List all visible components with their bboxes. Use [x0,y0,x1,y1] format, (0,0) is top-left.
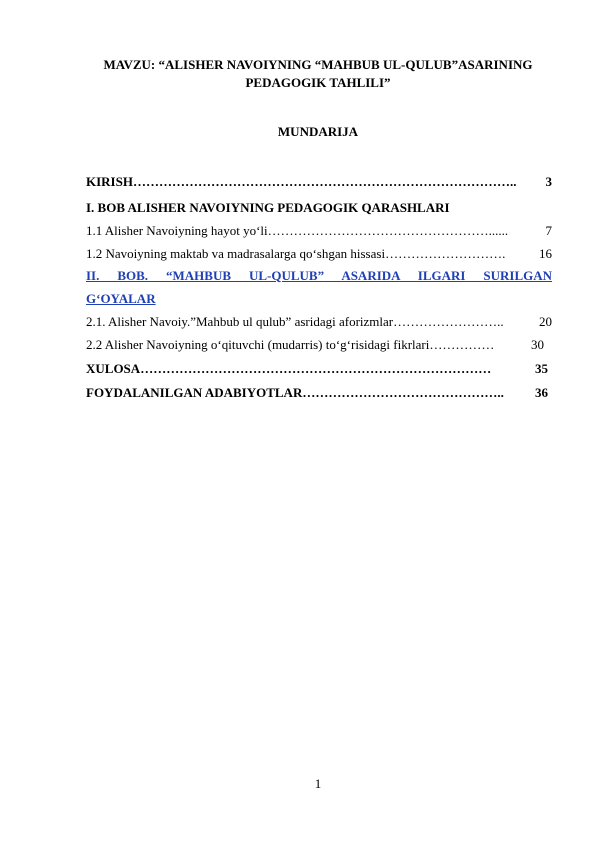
title-line-2: PEDAGOGIK TAHLILI” [245,75,391,90]
chapter-2-word: SURILGAN [483,268,553,283]
toc-leader-dots: …………………………………………………………………………….. [132,174,517,189]
contents-heading: MUNDARIJA [277,124,359,139]
toc-entry-label: XULOSA [86,361,141,376]
chapter-2-word: UL-QULUB” [248,268,325,283]
toc-entry-label: 1.1 Alisher Navoiyning hayot yo‘li [86,223,268,238]
toc-entry-label: 1.2 Navoiyning maktab va madrasalarga qo‘shgan hissasi [86,246,386,261]
chapter-2-word: ILGARI [417,268,466,283]
chapter-2-word: BOB. [117,268,149,283]
toc-entry-2-1[interactable] [86,314,552,330]
toc-leader-dots: …………………….. [393,314,504,329]
toc-chapter-1[interactable] [86,200,552,216]
title-line-1: MAVZU: “ALISHER NAVOIYNING “MAHBUB UL-QULUB”ASARINING [103,57,533,72]
toc-entry-label: I. BOB ALISHER NAVOIYNING PEDAGOGIK QARASHLARI [86,200,450,215]
toc-entry-xulosa[interactable] [86,361,548,377]
toc-entry-label: 2.1. Alisher Navoiy.”Mahbub ul qulub” asridagi aforizmlar [86,314,394,329]
toc-leader-dots: …………… [429,337,495,352]
toc-page-number: 30 [531,337,544,352]
toc-entry-label: 2.2 Alisher Navoiyning o‘qituvchi (mudarris) to‘g‘risidagi fikrlari [86,337,430,352]
toc-entry-1-2[interactable] [86,246,552,262]
toc-chapter-2-link-line-2[interactable]: G‘OYALAR [86,291,156,306]
toc-page-number: 35 [535,361,548,376]
toc-page-number: 36 [535,385,548,400]
toc-page-number: 16 [539,246,552,261]
toc-entry-adabiyotlar[interactable] [86,385,548,401]
toc-chapter-2-link[interactable] [86,268,552,284]
chapter-2-word: ASARIDA [341,268,400,283]
toc-page-number: 7 [545,223,552,238]
document-title [60,56,576,92]
toc-leader-dots: ………………………. [385,246,506,261]
toc-leader-dots: ……………………………………….. [302,385,504,400]
toc-leader-dots: ……………………………………………………………………… [140,361,492,376]
toc-leader-dots: ……………………………………………...... [267,223,509,238]
toc-entry-1-1[interactable] [86,223,552,239]
toc-page-number: 3 [545,174,552,189]
chapter-2-word: “MAHBUB [166,268,231,283]
page-number: 1 [314,776,322,791]
toc-entry-label: KIRISH [86,174,133,189]
toc-entry-kirish[interactable] [86,174,552,190]
toc-entry-label: FOYDALANILGAN ADABIYOTLAR [86,385,303,400]
chapter-2-word: II. [86,268,100,283]
toc-entry-2-2[interactable] [86,337,544,353]
toc-page-number: 20 [539,314,552,329]
